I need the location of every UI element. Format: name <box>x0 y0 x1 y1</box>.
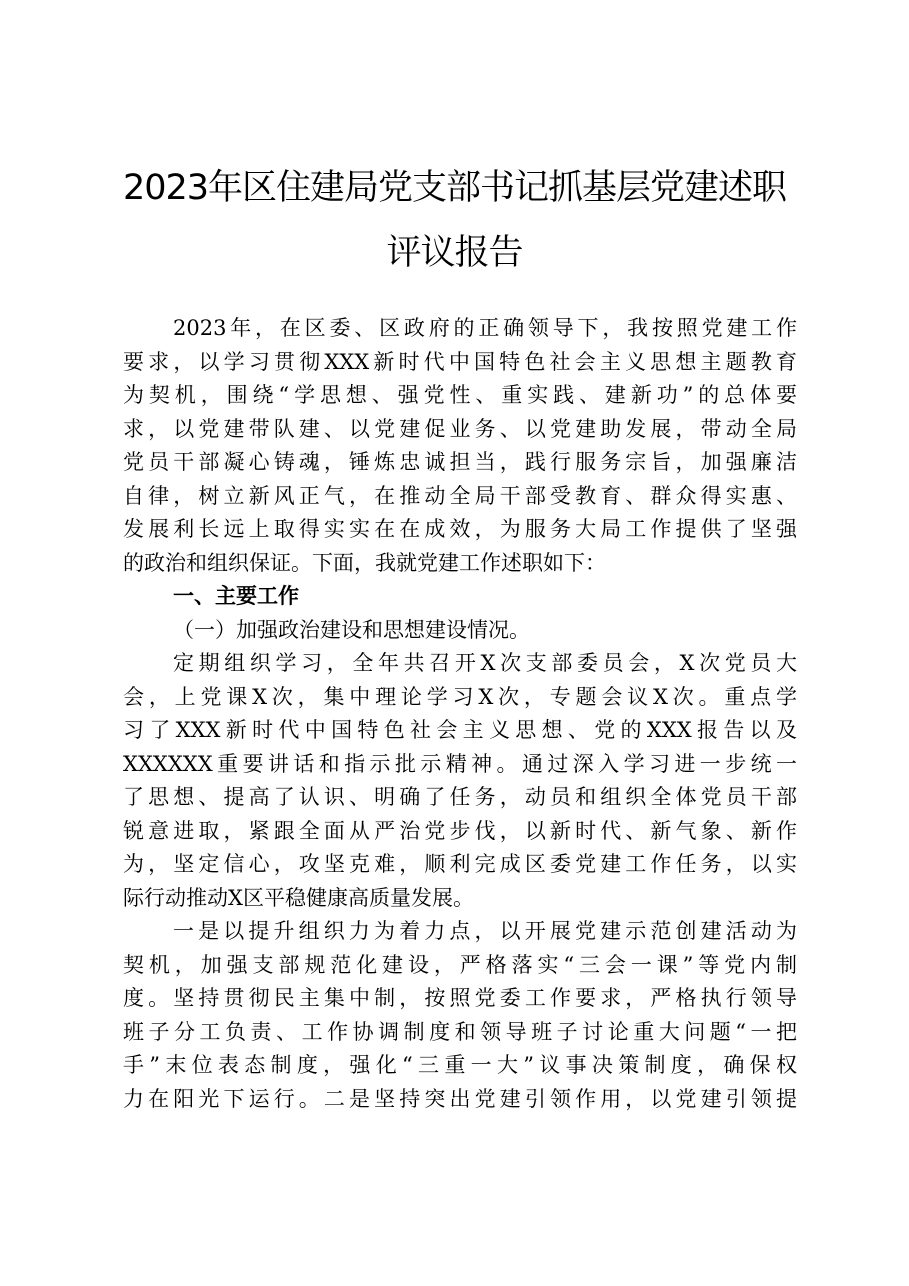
paragraph-line: 契机，加强支部规范化建设，严格落实“三会一课”等党内制 <box>123 952 797 977</box>
paragraph-line: 求，以党建带队建、以党建促业务、以党建助发展，带动全局 <box>123 416 797 441</box>
paragraph-line: 习了XXX新时代中国特色社会主义思想、党的XXX报告以及 <box>123 718 797 742</box>
paragraph-line: 手”末位表态制度，强化“三重一大”议事决策制度，确保权 <box>123 1053 797 1077</box>
paragraph-line: 锐意进取，紧跟全面从严治党步伐，以新时代、新气象、新作 <box>123 818 797 843</box>
paragraph-line: 了思想、提高了认识、明确了任务，动员和组织全体党员干部 <box>123 785 797 809</box>
paragraph-line: XXXXXX重要讲话和指示批示精神。通过深入学习进一步统一 <box>123 751 797 776</box>
paragraph-line: 自律，树立新风正气，在推动全局干部受教育、群众得实惠、 <box>123 483 797 508</box>
paragraph-line: 力在阳光下运行。二是坚持突出党建引领作用，以党建引领提 <box>123 1086 797 1111</box>
paragraph-line: 一是以提升组织力为着力点，以开展党建示范创建活动为 <box>173 919 797 943</box>
paragraph-line: 要求，以学习贯彻XXX新时代中国特色社会主义思想主题教育 <box>123 349 797 374</box>
document-body <box>123 312 797 1116</box>
paragraph-line: 发展利长远上取得实实在在成效，为服务大局工作提供了坚强 <box>123 517 797 541</box>
paragraph-line: 度。坚持贯彻民主集中制，按照党委工作要求，严格执行领导 <box>123 986 797 1010</box>
paragraph-line: 党员干部凝心铸魂，锤炼忠诚担当，践行服务宗旨，加强廉洁 <box>123 450 797 474</box>
section-heading: 一、主要工作 <box>173 584 299 608</box>
paragraph-line: 为契机，围绕“学思想、强党性、重实践、建新功”的总体要 <box>123 383 797 407</box>
paragraph-line: 2023年，在区委、区政府的正确领导下，我按照党建工作 <box>173 316 797 340</box>
paragraph-line: 班子分工负责、工作协调制度和领导班子讨论重大问题“一把 <box>123 1019 797 1044</box>
paragraph-intro <box>123 312 797 580</box>
paragraph-line: 为，坚定信心，攻坚克难，顺利完成区委党建工作任务，以实 <box>123 852 797 876</box>
paragraph-line: 定期组织学习，全年共召开X次支部委员会，X次党员大 <box>173 651 797 675</box>
paragraph-line: 际行动推动X区平稳健康高质量发展。 <box>123 885 474 910</box>
document-title-line-1: 2023年区住建局党支部书记抓基层党建述职 <box>122 168 787 208</box>
paragraph-study <box>123 647 797 915</box>
document-title-line-2: 评议报告 <box>386 233 523 273</box>
paragraph-organization <box>123 915 797 1116</box>
paragraph-line: 的政治和组织保证。下面，我就党建工作述职如下： <box>123 550 606 575</box>
paragraph-line: 会，上党课X次，集中理论学习X次，专题会议X次。重点学 <box>123 684 797 709</box>
section-subheading: （一）加强政治建设和思想建设情况。 <box>173 617 530 642</box>
